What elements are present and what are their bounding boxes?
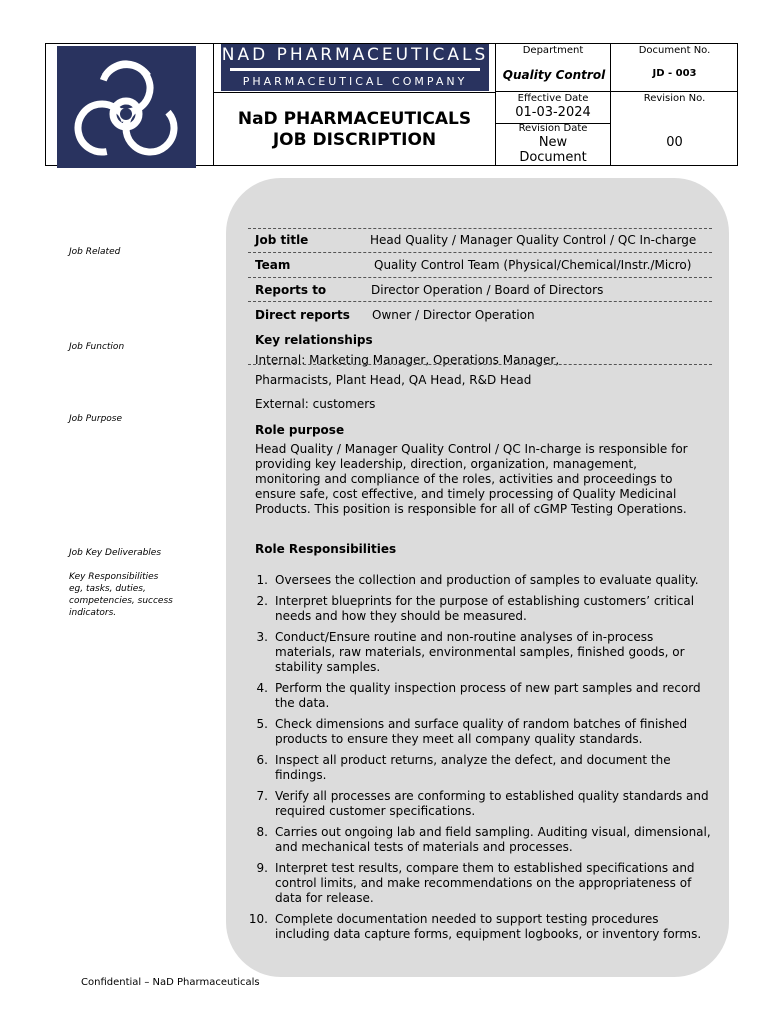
team-value: Quality Control Team (Physical/Chemical/Instr./Micro): [374, 258, 692, 272]
row-divider: [248, 252, 712, 253]
title-line-2: JOB DISCRIPTION: [272, 130, 437, 150]
item-number: 7.: [256, 789, 268, 803]
reports-to-label: Reports to: [255, 283, 327, 297]
brand-banner: [221, 44, 489, 91]
side-label-job-related: Job Related: [69, 247, 121, 257]
list-item: [248, 717, 716, 747]
department-value: Quality Control: [502, 68, 606, 82]
list-item: [248, 825, 716, 855]
list-item: [248, 789, 716, 819]
internal-relationships-line-2: Pharmacists, Plant Head, QA Head, R&D Head: [255, 373, 532, 387]
role-purpose-line: Products. This position is responsible for all of cGMP Testing Operations.: [255, 502, 687, 516]
internal-relationships-line-1: Internal: Marketing Manager, Operations Manager,: [255, 353, 560, 367]
document-no-label: Document No.: [638, 45, 711, 56]
side-label-key-responsibilities: [69, 571, 173, 619]
row-divider: [248, 228, 712, 229]
effective-date-value: 01-03-2024: [515, 105, 591, 120]
team-label: Team: [255, 258, 291, 272]
revision-no-value: 00: [666, 135, 683, 150]
list-item: [248, 681, 716, 711]
side-label-job-purpose: Job Purpose: [69, 414, 123, 424]
brand-subtitle: PHARMACEUTICAL COMPANY: [242, 75, 468, 88]
role-purpose-text: [255, 442, 688, 517]
item-number: 6.: [256, 753, 268, 767]
item-number: 2.: [256, 594, 268, 608]
item-text: Inspect all product returns, analyze the defect, and document the findings.: [275, 753, 671, 782]
logo-cell: [46, 44, 214, 165]
key-resp-line: Key Responsibilities: [69, 572, 159, 582]
item-text: Complete documentation needed to support testing procedures including data capture forms, equipment logbooks, or inventory forms.: [275, 912, 702, 941]
item-text: Carries out ongoing lab and field sampling. Auditing visual, dimensional, and mechanical tests of materials and processes.: [275, 825, 711, 854]
list-item: [248, 573, 716, 588]
document-title: [214, 92, 496, 165]
title-line-1: NaD PHARMACEUTICALS: [237, 109, 472, 129]
confidential-footer: Confidential – NaD Pharmaceuticals: [81, 977, 260, 988]
key-resp-line: eg, tasks, duties,: [69, 584, 146, 594]
side-label-key-deliverables: Job Key Deliverables: [69, 548, 162, 558]
list-item: [248, 594, 716, 624]
list-item: [248, 753, 716, 783]
role-purpose-line: ensure safe, cost effective, and timely processing of Quality Medicinal: [255, 487, 677, 501]
revision-date-line-2: Document: [519, 150, 587, 165]
revision-date-value: [496, 135, 610, 165]
row-divider: [248, 301, 712, 302]
direct-reports-value: Owner / Director Operation: [372, 308, 535, 322]
item-number: 1.: [256, 573, 268, 587]
role-purpose-line: Head Quality / Manager Quality Control / QC In-charge is responsible for: [255, 442, 688, 456]
item-number: 9.: [256, 861, 268, 875]
side-label-job-function: Job Function: [69, 342, 125, 352]
job-title-label: Job title: [255, 233, 309, 247]
key-resp-line: competencies, success: [69, 596, 173, 606]
external-relationships: External: customers: [255, 397, 376, 411]
revision-date-label: Revision Date: [518, 123, 588, 134]
role-purpose-line: providing key leadership, direction, organization, management,: [255, 457, 637, 471]
item-text: Interpret blueprints for the purpose of establishing customers’ critical needs and how they should be measured.: [275, 594, 695, 623]
item-text: Perform the quality inspection process of new part samples and record the data.: [275, 681, 701, 710]
job-title-value: Head Quality / Manager Quality Control / QC In-charge: [370, 233, 697, 247]
list-item: [248, 861, 716, 906]
item-number: 3.: [256, 630, 268, 644]
brand-divider: [230, 68, 480, 71]
document-header: [45, 43, 738, 166]
role-responsibilities-label: Role Responsibilities: [255, 542, 397, 556]
item-number: 8.: [256, 825, 268, 839]
item-number: 4.: [256, 681, 268, 695]
item-text: Conduct/Ensure routine and non-routine analyses of in-process materials, raw materials, environmental samples, finished goods, or stability samples.: [275, 630, 685, 674]
brand-name: NAD PHARMACEUTICALS: [221, 45, 489, 65]
row-divider: [248, 277, 712, 278]
list-item: [248, 912, 716, 942]
biohazard-icon: [57, 46, 196, 168]
role-purpose-line: monitoring and compliance of the roles, activities and proceedings to: [255, 472, 673, 486]
role-purpose-label: Role purpose: [255, 423, 345, 437]
document-no-value: JD - 003: [652, 68, 697, 79]
department-label: Department: [522, 45, 584, 56]
responsibilities-list: [248, 573, 716, 948]
direct-reports-label: Direct reports: [255, 308, 350, 322]
list-item: [248, 630, 716, 675]
key-resp-line: indicators.: [69, 608, 117, 618]
revision-no-label: Revision No.: [643, 93, 706, 104]
row-divider: [248, 364, 712, 365]
key-relationships-label: Key relationships: [255, 333, 373, 347]
revision-date-line-1: New: [538, 135, 568, 150]
item-text: Check dimensions and surface quality of random batches of finished products to ensure they meet all company quality standards.: [275, 717, 688, 746]
effective-date-label: Effective Date: [517, 93, 589, 104]
reports-to-value: Director Operation / Board of Directors: [371, 283, 604, 297]
item-number: 5.: [256, 717, 268, 731]
grid-divider: [495, 91, 738, 92]
biohazard-logo: [57, 46, 196, 168]
item-text: Interpret test results, compare them to established specifications and control limits, and make recommendations on the appropriateness of data for release.: [275, 861, 695, 905]
item-text: Oversees the collection and production of samples to evaluate quality.: [275, 573, 699, 587]
item-text: Verify all processes are conforming to established quality standards and required customer specifications.: [275, 789, 709, 818]
item-number: 10.: [248, 912, 268, 926]
